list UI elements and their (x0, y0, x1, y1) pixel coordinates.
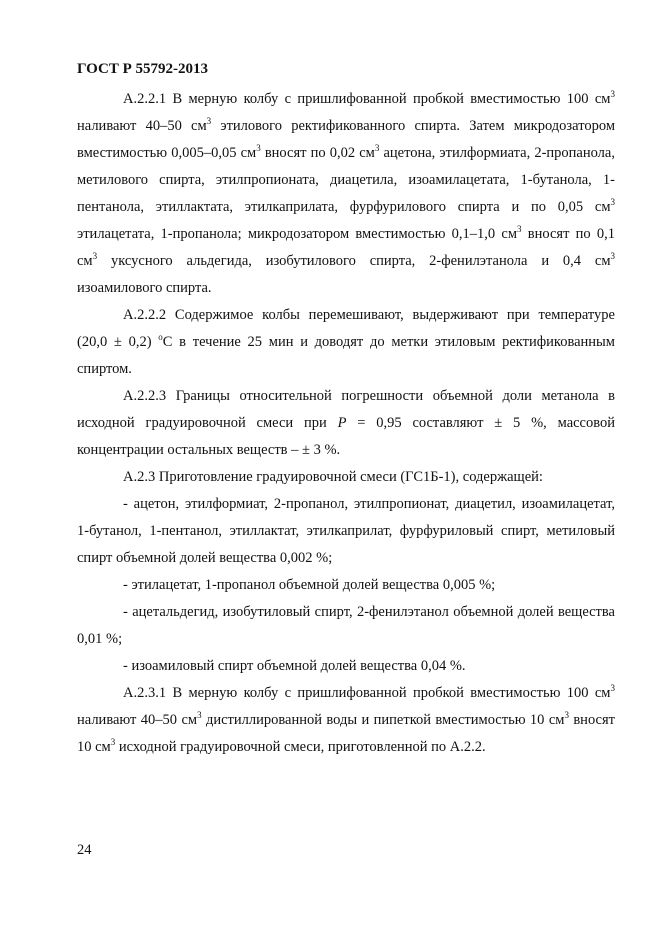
paragraph: А.2.2.3 Границы относительной погрешности объемной доли метанола в исходной градуировочной смеси при P = 0,95 составляют ± 5 %, массовой концентрации остальных веществ – ± 3 %. (77, 388, 616, 458)
standard-header: ГОСТ Р 55792-2013 (77, 61, 209, 77)
page-number: 24 (77, 842, 92, 858)
paragraph: - ацетальдегид, изобутиловый спирт, 2-фенилэтанол объемной долей вещества 0,01 %; (77, 604, 615, 647)
paragraph: А.2.2.1 В мерную колбу с пришлифованной пробкой вместимостью 100 $см^3$ наливают 40–50 $см^3$ этилового ректификованного спирта. Затем микродозатором вместимостью 0,005–0,05 $см^3$ вносят по 0,02 $см^3$ ацетона, этилформиата, 2-пропанола, метилового спирта, этилпропионата, диацетила, изоамилацетата, 1-бутанола, 1-пентанола, этиллактата, этилкаприлата, фурфурилового спирта и по 0,05 $см^3$ этилацетата, 1-пропанола; микродозатором вместимостью 0,1–1,0 $см^3$ вносят по 0,1 $см^3$ уксусного альдегида, изобутилового спирта, 2-фенилэтанола и 0,4 $см^3$ изоамилового спирта. (77, 89, 615, 296)
paragraph: - изоамиловый спирт объемной долей вещества 0,04 %. (123, 658, 466, 674)
paragraph: А.2.3 Приготовление градуировочной смеси (ГС1Б-1), содержащей: (123, 469, 543, 485)
paragraph: А.2.3.1 В мерную колбу с пришлифованной пробкой вместимостью 100 $см^3$ наливают 40–50 $см^3$ дистиллированной воды и пипеткой вместимостью 10 $см^3$ вносят 10 $см^3$ исходной градуировочной смеси, приготовленной по А.2.2. (77, 683, 615, 755)
paragraph: А.2.2.2 Содержимое колбы перемешивают, выдерживают при температуре (20,0 ± 0,2) $^o$С в течение 25 мин и доводят до метки этиловым ректификованным спиртом. (77, 307, 615, 377)
paragraph: - ацетон, этилформиат, 2-пропанол, этилпропионат, диацетил, изоамилацетат, 1-бутанол, 1-пентанол, этиллактат, этилкаприлат, фурфуриловый спирт, метиловый спирт объемной долей вещества 0,002 %; (77, 496, 615, 566)
paragraph: - этилацетат, 1-пропанол объемной долей вещества 0,005 %; (123, 577, 496, 593)
document-body (77, 86, 615, 761)
